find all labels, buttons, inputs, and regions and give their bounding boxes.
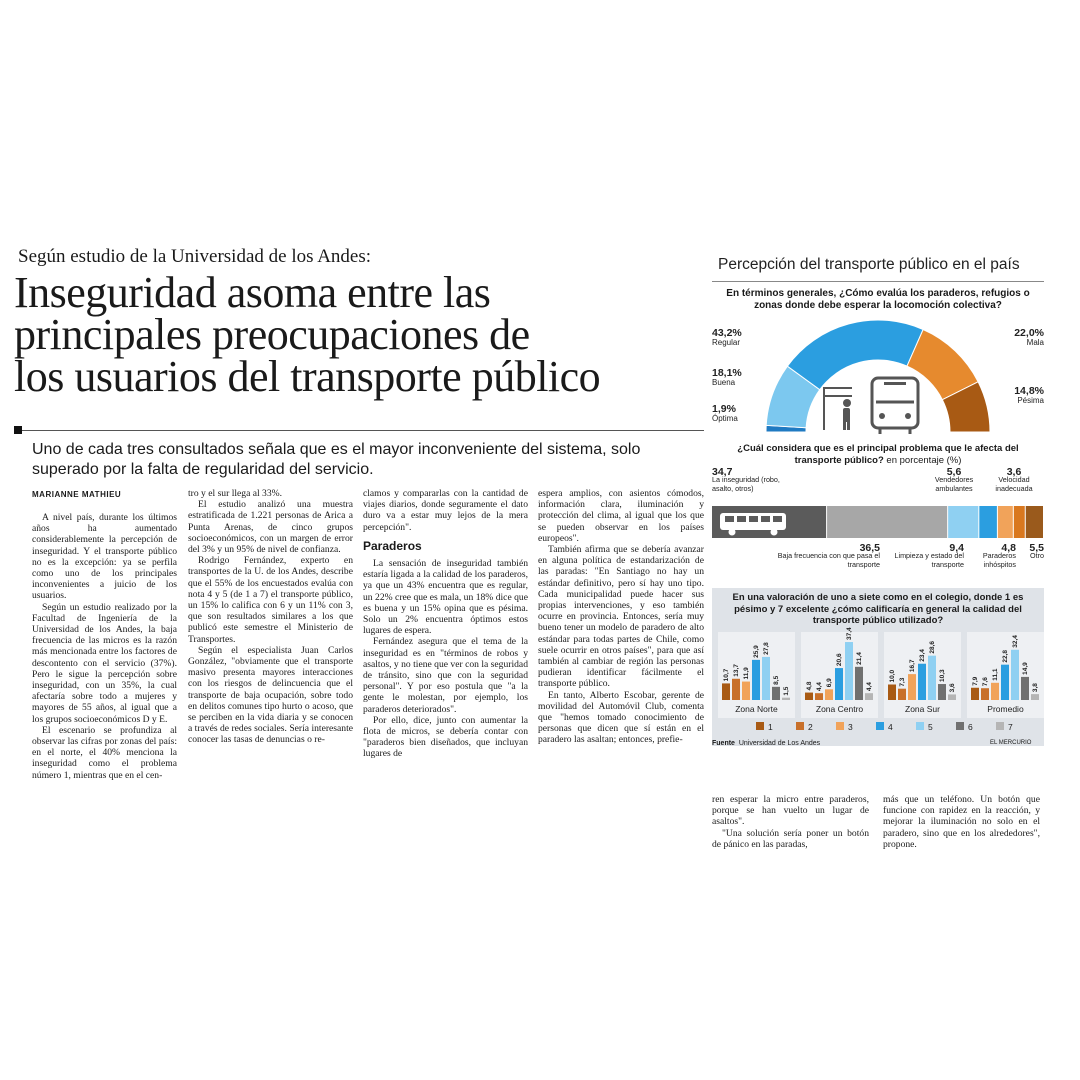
question-3: En una valoración de uno a siete como en el colegio, donde 1 es pésimo y 7 excelente ¿cómo calificaría en general la calidad del transporte público utilizado? bbox=[732, 592, 1024, 626]
headline-line: Inseguridad asoma entre las bbox=[14, 268, 491, 317]
person-icon bbox=[843, 399, 851, 430]
label-buena: 18,1% Buena bbox=[712, 367, 742, 387]
source-note: Fuente Universidad de Los Andes bbox=[712, 740, 821, 747]
bus-icon bbox=[872, 378, 918, 434]
bar bbox=[835, 668, 843, 700]
bar-segment bbox=[948, 506, 978, 538]
data-label: 25,9 bbox=[753, 645, 760, 658]
bar-segment bbox=[1026, 506, 1043, 538]
question-2: ¿Cuál considera que es el principal problema que le afecta del transporte público? en porcentaje (%) bbox=[737, 443, 1019, 466]
legend-swatch bbox=[836, 722, 844, 730]
legend-swatch bbox=[996, 722, 1004, 730]
paragraph: A nivel país, durante los últimos años ha aumentado considerablemente la percepción de inseguridad. Y el transporte público no es la excepción: ya se perfila como uno de los principales inconvenientes a juicio de los usuarios. bbox=[32, 512, 177, 602]
article-kicker: Según estudio de la Universidad de los Andes: bbox=[18, 246, 372, 267]
paragraph: Rodrigo Fernández, experto en transportes de la U. de los Andes, describe que el 55% de los encuestados evalúa con nota 4 y 5 (de 1 a 7) el transporte público, un 15% lo califica con 6 y un 11% con 3, que son resultados similares a los que publicó este semestre el Ministerio de Transportes. bbox=[188, 555, 353, 645]
label-pesima: 14,8% Pésima bbox=[1014, 385, 1044, 405]
legend-label: 5 bbox=[928, 722, 933, 732]
legend-label: 4 bbox=[888, 722, 893, 732]
bar bbox=[722, 683, 730, 700]
label-optima: 1,9% Óptima bbox=[712, 403, 738, 423]
data-label: 1,5 bbox=[783, 686, 790, 696]
bar bbox=[742, 682, 750, 700]
legend-swatch bbox=[796, 722, 804, 730]
data-label: 16,7 bbox=[909, 659, 916, 673]
infographic-title: Percepción del transporte público en el país bbox=[718, 256, 1020, 273]
bar bbox=[1031, 694, 1039, 700]
article-dek: Uno de cada tres consultados señala que es el mayor inconveniente del sistema, solo superado por la falta de regularidad del servicio. bbox=[32, 441, 641, 478]
data-label: 37,4 bbox=[846, 627, 853, 641]
data-label: 3,6 bbox=[949, 683, 956, 693]
data-label: 27,8 bbox=[763, 642, 770, 655]
data-label: 10,3 bbox=[939, 669, 946, 683]
bar bbox=[762, 657, 770, 700]
bar bbox=[772, 687, 780, 700]
paragraph: Según el especialista Juan Carlos González, "obviamente que el transporte masivo presenta mayores interacciones con los riesgos de delincuencia que el transporte de baja ocupación, sobre todo en delitos comunes tipo hurto o acoso, que se perciben en la vida diaria y se conocen a través de redes sociales. Sería interesante conocer las tasas de denuncias o re- bbox=[188, 644, 353, 746]
grouped-bars bbox=[718, 627, 1044, 718]
divider bbox=[712, 281, 1044, 282]
legend-swatch bbox=[876, 722, 884, 730]
legend-swatch bbox=[956, 722, 964, 730]
paragraph: Según un estudio realizado por la Facultad de Ingeniería de la Universidad de los Andes, la baja frecuencia de las micros es la razón más mencionada entre los factores de descontento con el servicio (37%). Pero le sigue la percepción sobre inseguridad, con un 35%, la cual afectaría sobre todo a mujeres y mayores de 55 años, al igual que a los grupos socioeconómicos D y E. bbox=[32, 601, 177, 725]
paragraph: "Una solución sería poner un botón de pánico en las paradas, bbox=[712, 827, 869, 850]
grouped-rating-chart bbox=[712, 624, 1044, 736]
bar bbox=[732, 679, 740, 700]
data-label: 4,4 bbox=[866, 682, 873, 692]
data-label: 7,9 bbox=[972, 676, 979, 686]
bar bbox=[1001, 665, 1009, 700]
byline: MARIANNE MATHIEU bbox=[32, 490, 122, 499]
data-label: 22,8 bbox=[1002, 650, 1009, 663]
paragraph: El escenario se profundiza al observar las cifras por zonas del país: en el norte, el 40% menciona la inseguridad como el problema número 1, mientras que en el cen- bbox=[32, 724, 177, 781]
paragraph: El estudio analizó una muestra estratificada de 1.221 personas de Arica a Punta Arenas, de cinco grupos socioeconómicos, con un margen de error del 3% y un 95% de nivel de confianza. bbox=[188, 499, 353, 556]
bar bbox=[948, 694, 956, 700]
data-label: 13,7 bbox=[733, 664, 740, 677]
bar bbox=[928, 656, 936, 700]
bar-segment bbox=[979, 506, 997, 538]
bar bbox=[898, 689, 906, 700]
bar bbox=[845, 642, 853, 700]
bar bbox=[855, 667, 863, 700]
paragraph: Fernández asegura que el tema de la inseguridad es en "términos de robos y asaltos, y no tiene que ver con la seguridad de tránsito, sino que con la seguridad personal". Y por eso postula que "a la gente le molestan, por ejemplo, los paraderos deteriorados". bbox=[363, 636, 528, 715]
legend-swatch bbox=[916, 722, 924, 730]
paragraph: más que un teléfono. Un botón que funcione con rapidez en la reacción, y mejorar la iluminación no solo en el paradero, sino que en los alrededores", propone. bbox=[883, 794, 1040, 850]
bar bbox=[991, 683, 999, 700]
label-frecuencia: 36,5 Baja frecuencia con que pasa el transporte bbox=[777, 542, 880, 569]
divider bbox=[14, 430, 704, 431]
data-label: 14,9 bbox=[1022, 662, 1029, 675]
category-label: Zona Centro bbox=[815, 704, 864, 714]
bar-segment bbox=[827, 506, 947, 538]
article-headline bbox=[14, 268, 704, 401]
article-column-5 bbox=[712, 794, 869, 850]
label-otro: 5,5 Otro bbox=[1029, 542, 1044, 561]
paragraph: ren esperar la micro entre paraderos, porque se han vuelto un lugar de asaltos". bbox=[712, 794, 869, 828]
data-label: 10,7 bbox=[723, 668, 730, 682]
data-label: 4,8 bbox=[806, 681, 813, 691]
bar bbox=[918, 664, 926, 700]
data-label: 11,1 bbox=[992, 668, 999, 681]
article-column-2 bbox=[188, 488, 353, 746]
subheading-paraderos: Paraderos bbox=[363, 538, 422, 553]
question-1: En términos generales, ¿Cómo evalúa los paraderos, refugios o zonas donde debe esperar la locomoción colectiva? bbox=[726, 288, 1030, 311]
bar bbox=[981, 688, 989, 700]
bus-windows-icon bbox=[725, 516, 782, 522]
label-vendedores: 5,6 Vendedores ambulantes bbox=[934, 466, 974, 493]
bar bbox=[782, 698, 790, 700]
data-label: 32,4 bbox=[1012, 635, 1019, 648]
label-inseguridad: 34,7 La inseguridad (robo, asalto, otros) bbox=[712, 466, 780, 493]
bar bbox=[752, 660, 760, 700]
data-label: 28,6 bbox=[929, 641, 936, 654]
bar bbox=[938, 684, 946, 700]
data-label: 10,0 bbox=[889, 669, 896, 683]
bar-segment bbox=[998, 506, 1013, 538]
bar bbox=[805, 693, 813, 700]
article-column-6 bbox=[883, 794, 1040, 850]
bar bbox=[825, 689, 833, 700]
headline-line: los usuarios del transporte público bbox=[14, 352, 601, 401]
chart-legend bbox=[756, 722, 1013, 732]
paragraph: tro y el sur llega al 33%. bbox=[188, 488, 283, 499]
category-label: Zona Norte bbox=[735, 704, 778, 714]
semicircle-slices bbox=[766, 320, 990, 432]
legend-label: 7 bbox=[1008, 722, 1013, 732]
category-label: Promedio bbox=[987, 704, 1024, 714]
legend-label: 1 bbox=[768, 722, 773, 732]
problem-stacked-bar bbox=[712, 504, 1044, 540]
data-label: 23,4 bbox=[919, 649, 926, 662]
article-column-1 bbox=[32, 512, 177, 781]
category-label: Zona Sur bbox=[905, 704, 940, 714]
article-column-3 bbox=[363, 488, 528, 760]
bar bbox=[971, 688, 979, 700]
data-label: 7,3 bbox=[899, 677, 906, 687]
bar bbox=[865, 693, 873, 700]
paragraph: clamos y compararlas con la cantidad de viajes diarios, donde seguramente el dato duro va a estar muy lejos de la mera percepción". bbox=[363, 488, 528, 533]
label-mala: 22,0% Mala bbox=[1014, 327, 1044, 347]
data-label: 4,4 bbox=[816, 682, 823, 692]
bar bbox=[1021, 677, 1029, 700]
legend-label: 2 bbox=[808, 722, 813, 732]
legend-swatch bbox=[756, 722, 764, 730]
article-column-4 bbox=[538, 488, 704, 746]
paragraph: Por ello, dice, junto con aumentar la flota de micros, se debería contar con "paraderos bien diseñados, que incluyan lugares de bbox=[363, 714, 528, 760]
bar-segment bbox=[1014, 506, 1025, 538]
data-label: 3,8 bbox=[1032, 683, 1039, 693]
data-label: 21,4 bbox=[856, 652, 863, 665]
bar bbox=[888, 685, 896, 701]
paragraph: espera amplios, con asientos cómodos, información clara, iluminación y protección del clima, al igual que los que se pueden observar en los países europeos". bbox=[538, 488, 704, 544]
data-label: 8,5 bbox=[773, 675, 780, 685]
bar bbox=[815, 693, 823, 700]
legend-label: 6 bbox=[968, 722, 973, 732]
label-regular: 43,2% Regular bbox=[712, 327, 742, 347]
paragraph: También afirma que se debería avanzar en alguna política de estandarización de las paradas: "En Santiago no hay un estándar definitivo, pero sí hay uno tipo. Cada municipalidad puede hacer sus propias intervenciones, y eso también ocurre en provincia. Entonces, sería muy bueno tener un modelo de paradero de alto estándar para todas partes de Chile, como suele ocurrir en otros países", para que así también al cambiar de región las personas pudieran identificar fácilmente el transporte público. bbox=[538, 544, 704, 690]
data-label: 7,6 bbox=[982, 677, 989, 687]
headline-line: principales preocupaciones de bbox=[14, 310, 530, 359]
bar bbox=[908, 674, 916, 700]
label-paraderos: 4,8 Paraderos inhóspitos bbox=[982, 542, 1016, 569]
data-label: 11,9 bbox=[743, 667, 750, 680]
publisher-credit: EL MERCURIO bbox=[990, 740, 1032, 746]
label-velocidad: 3,6 Velocidad inadecuada bbox=[995, 466, 1033, 493]
legend-label: 3 bbox=[848, 722, 853, 732]
paragraph: En tanto, Alberto Escobar, gerente de movilidad del Automóvil Club, comenta que "hemos tomado conocimiento de personas que dicen que sí están en el paradero las asaltan; entonces, prefie- bbox=[538, 689, 704, 746]
data-label: 6,9 bbox=[826, 678, 833, 688]
bullet-square-icon bbox=[14, 426, 22, 434]
paragraph: La sensación de inseguridad también estaría ligada a la calidad de los paraderos, ya que un 43% encuentra que es regular, un 22% cree que es mala, un 18% dice que es buena y un 15% opina que es pésima. Solo un 2% encuentra óptimos estos lugares de espera. bbox=[363, 558, 528, 637]
label-limpieza: 9,4 Limpieza y estado del transporte bbox=[894, 542, 964, 569]
data-label: 20,6 bbox=[836, 653, 843, 667]
bar bbox=[1011, 650, 1019, 700]
